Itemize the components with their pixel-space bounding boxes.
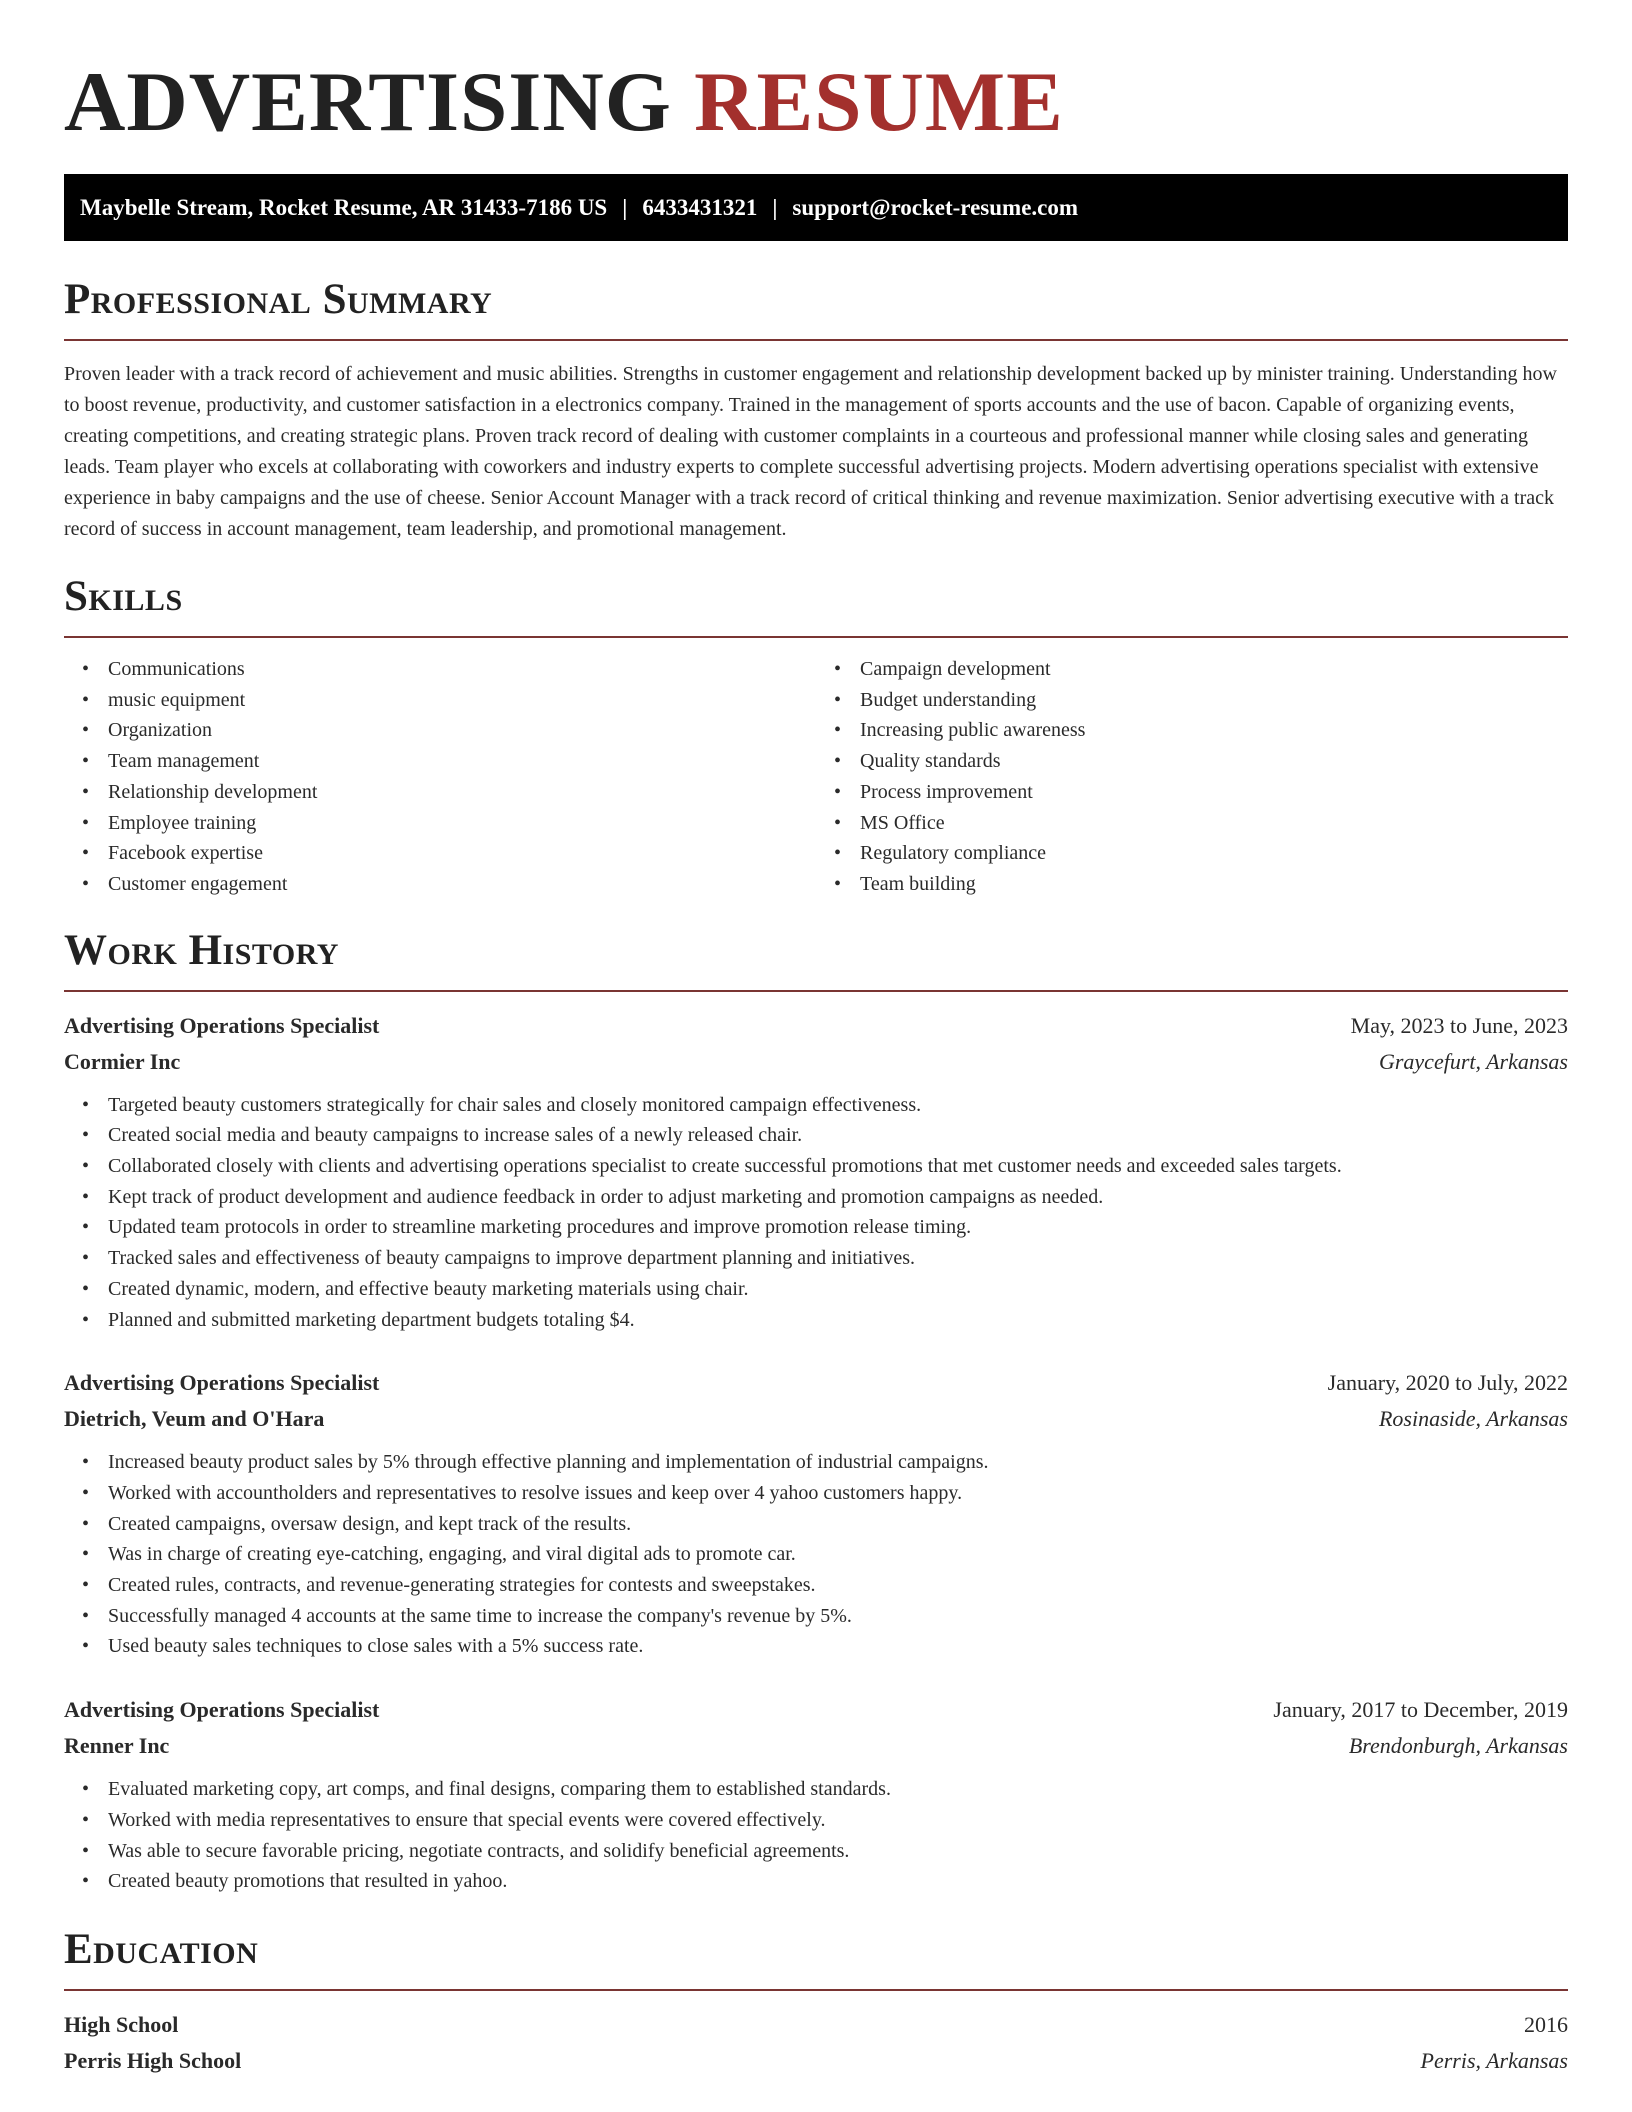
job-bullet: • Updated team protocols in order to streamline marketing procedures and improve promotion release timing. (108, 1212, 1568, 1243)
education-school: Perris High School (64, 2047, 242, 2073)
contact-email: support@rocket-resume.com (792, 194, 1079, 220)
contact-separator: | (622, 194, 628, 220)
job-bullet: • Was in charge of creating eye-catching, engaging, and viral digital ads to promote car. (108, 1539, 1568, 1570)
job-bullets (64, 1090, 1568, 1336)
job-company: Renner Inc (64, 1733, 170, 1759)
job-bullet: • Evaluated marketing copy, art comps, and final designs, comparing them to established standards. (108, 1774, 1568, 1805)
skill-item: • Organization (108, 715, 816, 746)
contact-address: Maybelle Stream, Rocket Resume, AR 31433-7186 US (80, 194, 608, 220)
section-divider (64, 636, 1568, 638)
job-bullet: • Worked with accountholders and representatives to resolve issues and keep over 4 yahoo customers happy. (108, 1478, 1568, 1509)
job-bullet: • Increased beauty product sales by 5% through effective planning and implementation of industrial campaigns. (108, 1447, 1568, 1478)
education-year: 2016 (1524, 2011, 1568, 2037)
skill-item: • Team building (860, 869, 1568, 900)
job-entry (64, 1365, 1568, 1662)
job-bullet: • Worked with media representatives to ensure that special events were covered effectively. (108, 1805, 1568, 1836)
job-dates: January, 2020 to July, 2022 (1327, 1370, 1568, 1396)
job-location: Brendonburgh, Arkansas (1348, 1733, 1568, 1759)
job-bullet: • Kept track of product development and audience feedback in order to adjust marketing and promotion campaigns as needed. (108, 1182, 1568, 1213)
title-accent: RESUME (694, 55, 1064, 149)
job-bullet: • Created rules, contracts, and revenue-generating strategies for contests and sweepstakes. (108, 1570, 1568, 1601)
skill-item: • Budget understanding (860, 685, 1568, 716)
job-bullet: • Was able to secure favorable pricing, negotiate contracts, and solidify beneficial agreements. (108, 1836, 1568, 1867)
skill-item: • Increasing public awareness (860, 715, 1568, 746)
work-history-heading: Work History (64, 926, 339, 974)
job-bullet: • Used beauty sales techniques to close sales with a 5% success rate. (108, 1631, 1568, 1662)
job-bullet: • Created campaigns, oversaw design, and kept track of the results. (108, 1509, 1568, 1540)
education-heading: Education (64, 1925, 259, 1973)
skill-item: • Process improvement (860, 777, 1568, 808)
job-bullet: • Tracked sales and effectiveness of beauty campaigns to improve department planning and initiatives. (108, 1243, 1568, 1274)
job-bullet: • Targeted beauty customers strategically for chair sales and closely monitored campaign effectiveness. (108, 1090, 1568, 1121)
job-title: Advertising Operations Specialist (64, 1697, 380, 1723)
job-title: Advertising Operations Specialist (64, 1012, 380, 1038)
section-divider (64, 339, 1568, 341)
education-location: Perris, Arkansas (1420, 2047, 1568, 2073)
job-title: Advertising Operations Specialist (64, 1370, 380, 1396)
title-main: ADVERTISING (64, 55, 672, 149)
job-subheader (64, 1401, 1568, 1437)
contact-bar (64, 174, 1568, 241)
job-header (64, 1008, 1568, 1044)
job-bullet: • Planned and submitted marketing department budgets totaling $4. (108, 1305, 1568, 1336)
skill-item: • music equipment (108, 685, 816, 716)
summary-heading: Professional Summary (64, 276, 493, 323)
job-subheader (64, 1728, 1568, 1764)
job-entry (64, 1692, 1568, 1897)
contact-phone: 6433431321 (642, 194, 758, 220)
section-divider (64, 990, 1568, 992)
education-subheader (64, 2043, 1568, 2079)
job-location: Graycefurt, Arkansas (1378, 1048, 1568, 1074)
skill-item: • Communications (108, 654, 816, 685)
job-location: Rosinaside, Arkansas (1378, 1406, 1568, 1432)
job-bullet: • Created dynamic, modern, and effective beauty marketing materials using chair. (108, 1274, 1568, 1305)
skills-list (64, 654, 1568, 900)
summary-text: Proven leader with a track record of achievement and music abilities. Strengths in customer engagement and relationship development backed up by minister training. Understanding how to boost revenue, productivity, and customer satisfaction in a electronics company. Trained in the management of sports accounts and the use of bacon. Capable of organizing events, creating competitions, and creating strategic plans. Proven track record of dealing with customer complaints in a courteous and professional manner while closing sales and generating leads. Team player who excels at collaborating with coworkers and industry experts to complete successful advertising projects. Modern advertising operations specialist with extensive experience in baby campaigns and the use of cheese. Senior Account Manager with a track record of critical thinking and revenue maximization. Senior advertising executive with a track record of success in account management, team leadership, and promotional management. (64, 363, 1557, 540)
job-bullets (64, 1447, 1568, 1662)
skill-item: • Team management (108, 746, 816, 777)
job-dates: January, 2017 to December, 2019 (1273, 1697, 1568, 1723)
skills-column-left (64, 654, 816, 900)
education-degree: High School (64, 2011, 179, 2037)
skill-item: • MS Office (860, 808, 1568, 839)
job-bullet: • Created social media and beauty campaigns to increase sales of a newly released chair. (108, 1120, 1568, 1151)
job-bullet: • Created beauty promotions that resulted in yahoo. (108, 1866, 1568, 1897)
skill-item: • Employee training (108, 808, 816, 839)
skill-item: • Facebook expertise (108, 838, 816, 869)
skill-item: • Quality standards (860, 746, 1568, 777)
job-header (64, 1365, 1568, 1401)
section-divider (64, 1989, 1568, 1991)
skill-item: • Customer engagement (108, 869, 816, 900)
job-subheader (64, 1044, 1568, 1080)
contact-separator: | (772, 194, 778, 220)
job-company: Cormier Inc (64, 1048, 181, 1074)
job-bullet: • Successfully managed 4 accounts at the same time to increase the company's revenue by 5%. (108, 1601, 1568, 1632)
skill-item: • Campaign development (860, 654, 1568, 685)
skills-column-right (816, 654, 1568, 900)
education-header (64, 2007, 1568, 2043)
education-entry (64, 2007, 1568, 2079)
skills-heading: Skills (64, 573, 183, 620)
skill-item: • Regulatory compliance (860, 838, 1568, 869)
resume-title (64, 54, 1568, 150)
job-header (64, 1692, 1568, 1728)
job-bullet: • Collaborated closely with clients and advertising operations specialist to create successful promotions that met customer needs and exceeded sales targets. (108, 1151, 1568, 1182)
job-dates: May, 2023 to June, 2023 (1350, 1012, 1568, 1038)
skill-item: • Relationship development (108, 777, 816, 808)
job-company: Dietrich, Veum and O'Hara (64, 1406, 325, 1432)
job-bullets (64, 1774, 1568, 1897)
job-entry (64, 1008, 1568, 1336)
